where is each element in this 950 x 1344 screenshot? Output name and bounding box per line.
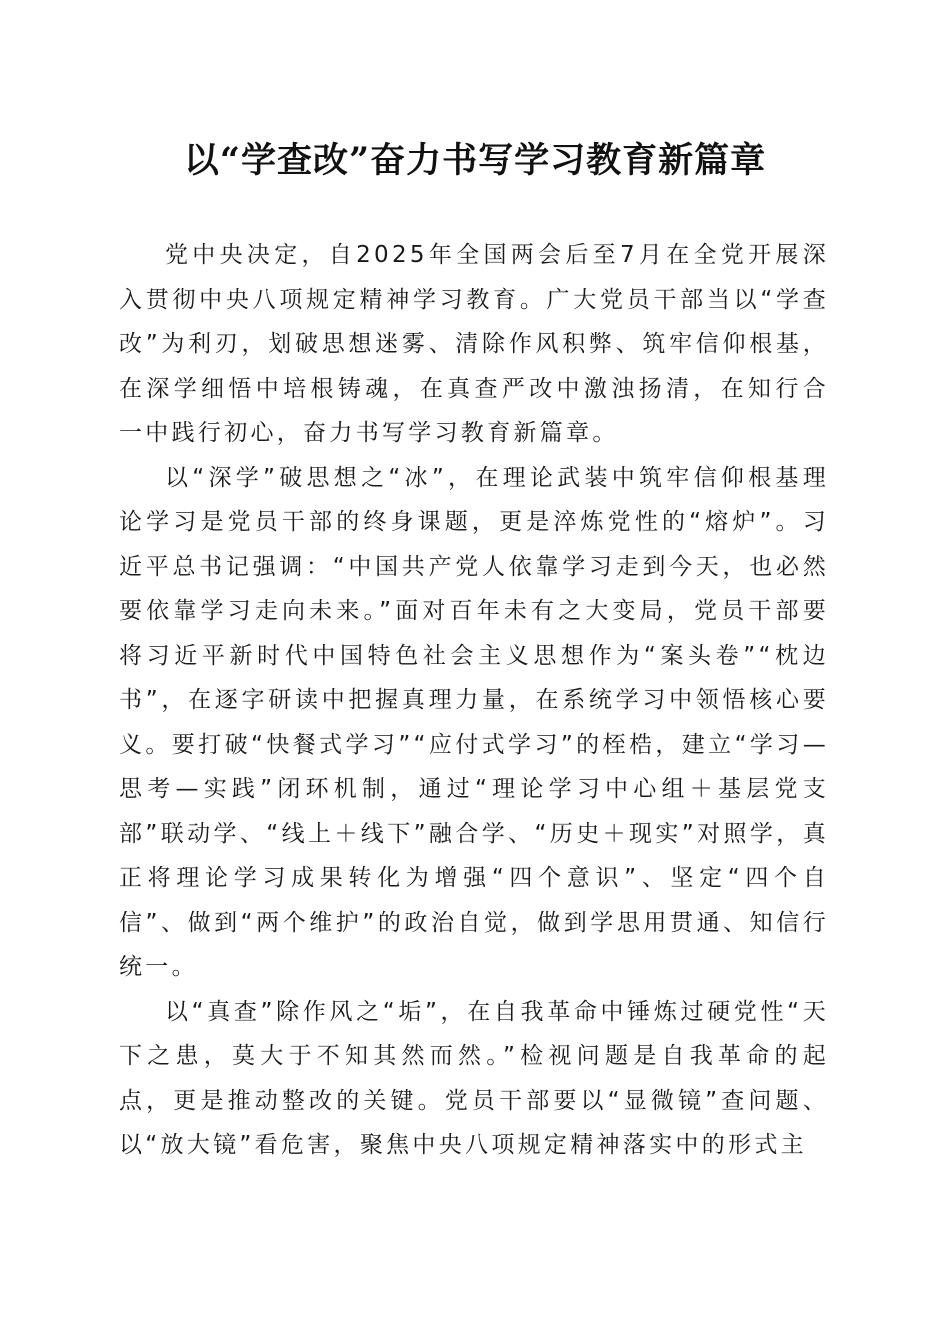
document-body: [119, 233, 829, 1168]
paragraph-deep-study: 以“深学”破思想之“冰”，在理论武装中筑牢信仰根基理论学习是党员干部的终身课题，更是淬炼党性的“熔炉”。习近平总书记强调：“中国共产党人依靠学习走到今天，也必然要依靠学习走向未来。”面对百年未有之大变局，党员干部要将习近平新时代中国特色社会主义思想作为“案头卷”“枕边书”，在逐字研读中把握真理力量，在系统学习中领悟核心要义。要打破“快餐式学习”“应付式学习”的桎梏，建立“学习—思考—实践”闭环机制，通过“理论学习中心组＋基层党支部”联动学、“线上＋线下”融合学、“历史＋现实”对照学，真正将理论学习成果转化为增强“四个意识”、坚定“四个自信”、做到“两个维护”的政治自觉，做到学思用贯通、知信行统一。: [119, 464, 829, 980]
document-title: 以“学查改”奋力书写学习教育新篇章: [183, 140, 767, 181]
paragraph-intro: 党中央决定，自2025年全国两会后至7月在全党开展深入贯彻中央八项规定精神学习教育。广大党员干部当以“学查改”为利刃，划破思想迷雾、清除作风积弊、筑牢信仰根基，在深学细悟中培根铸魂，在真查严改中激浊扬清，在知行合一中践行初心，奋力书写学习教育新篇章。: [119, 242, 829, 446]
paragraph-true-check: 以“真查”除作风之“垢”，在自我革命中锤炼过硬党性“天下之患，莫大于不知其然而然。”检视问题是自我革命的起点，更是推动整改的关键。党员干部要以“显微镜”查问题、以“放大镜”看危害，聚焦中央八项规定精神落实中的形式主: [119, 998, 829, 1158]
